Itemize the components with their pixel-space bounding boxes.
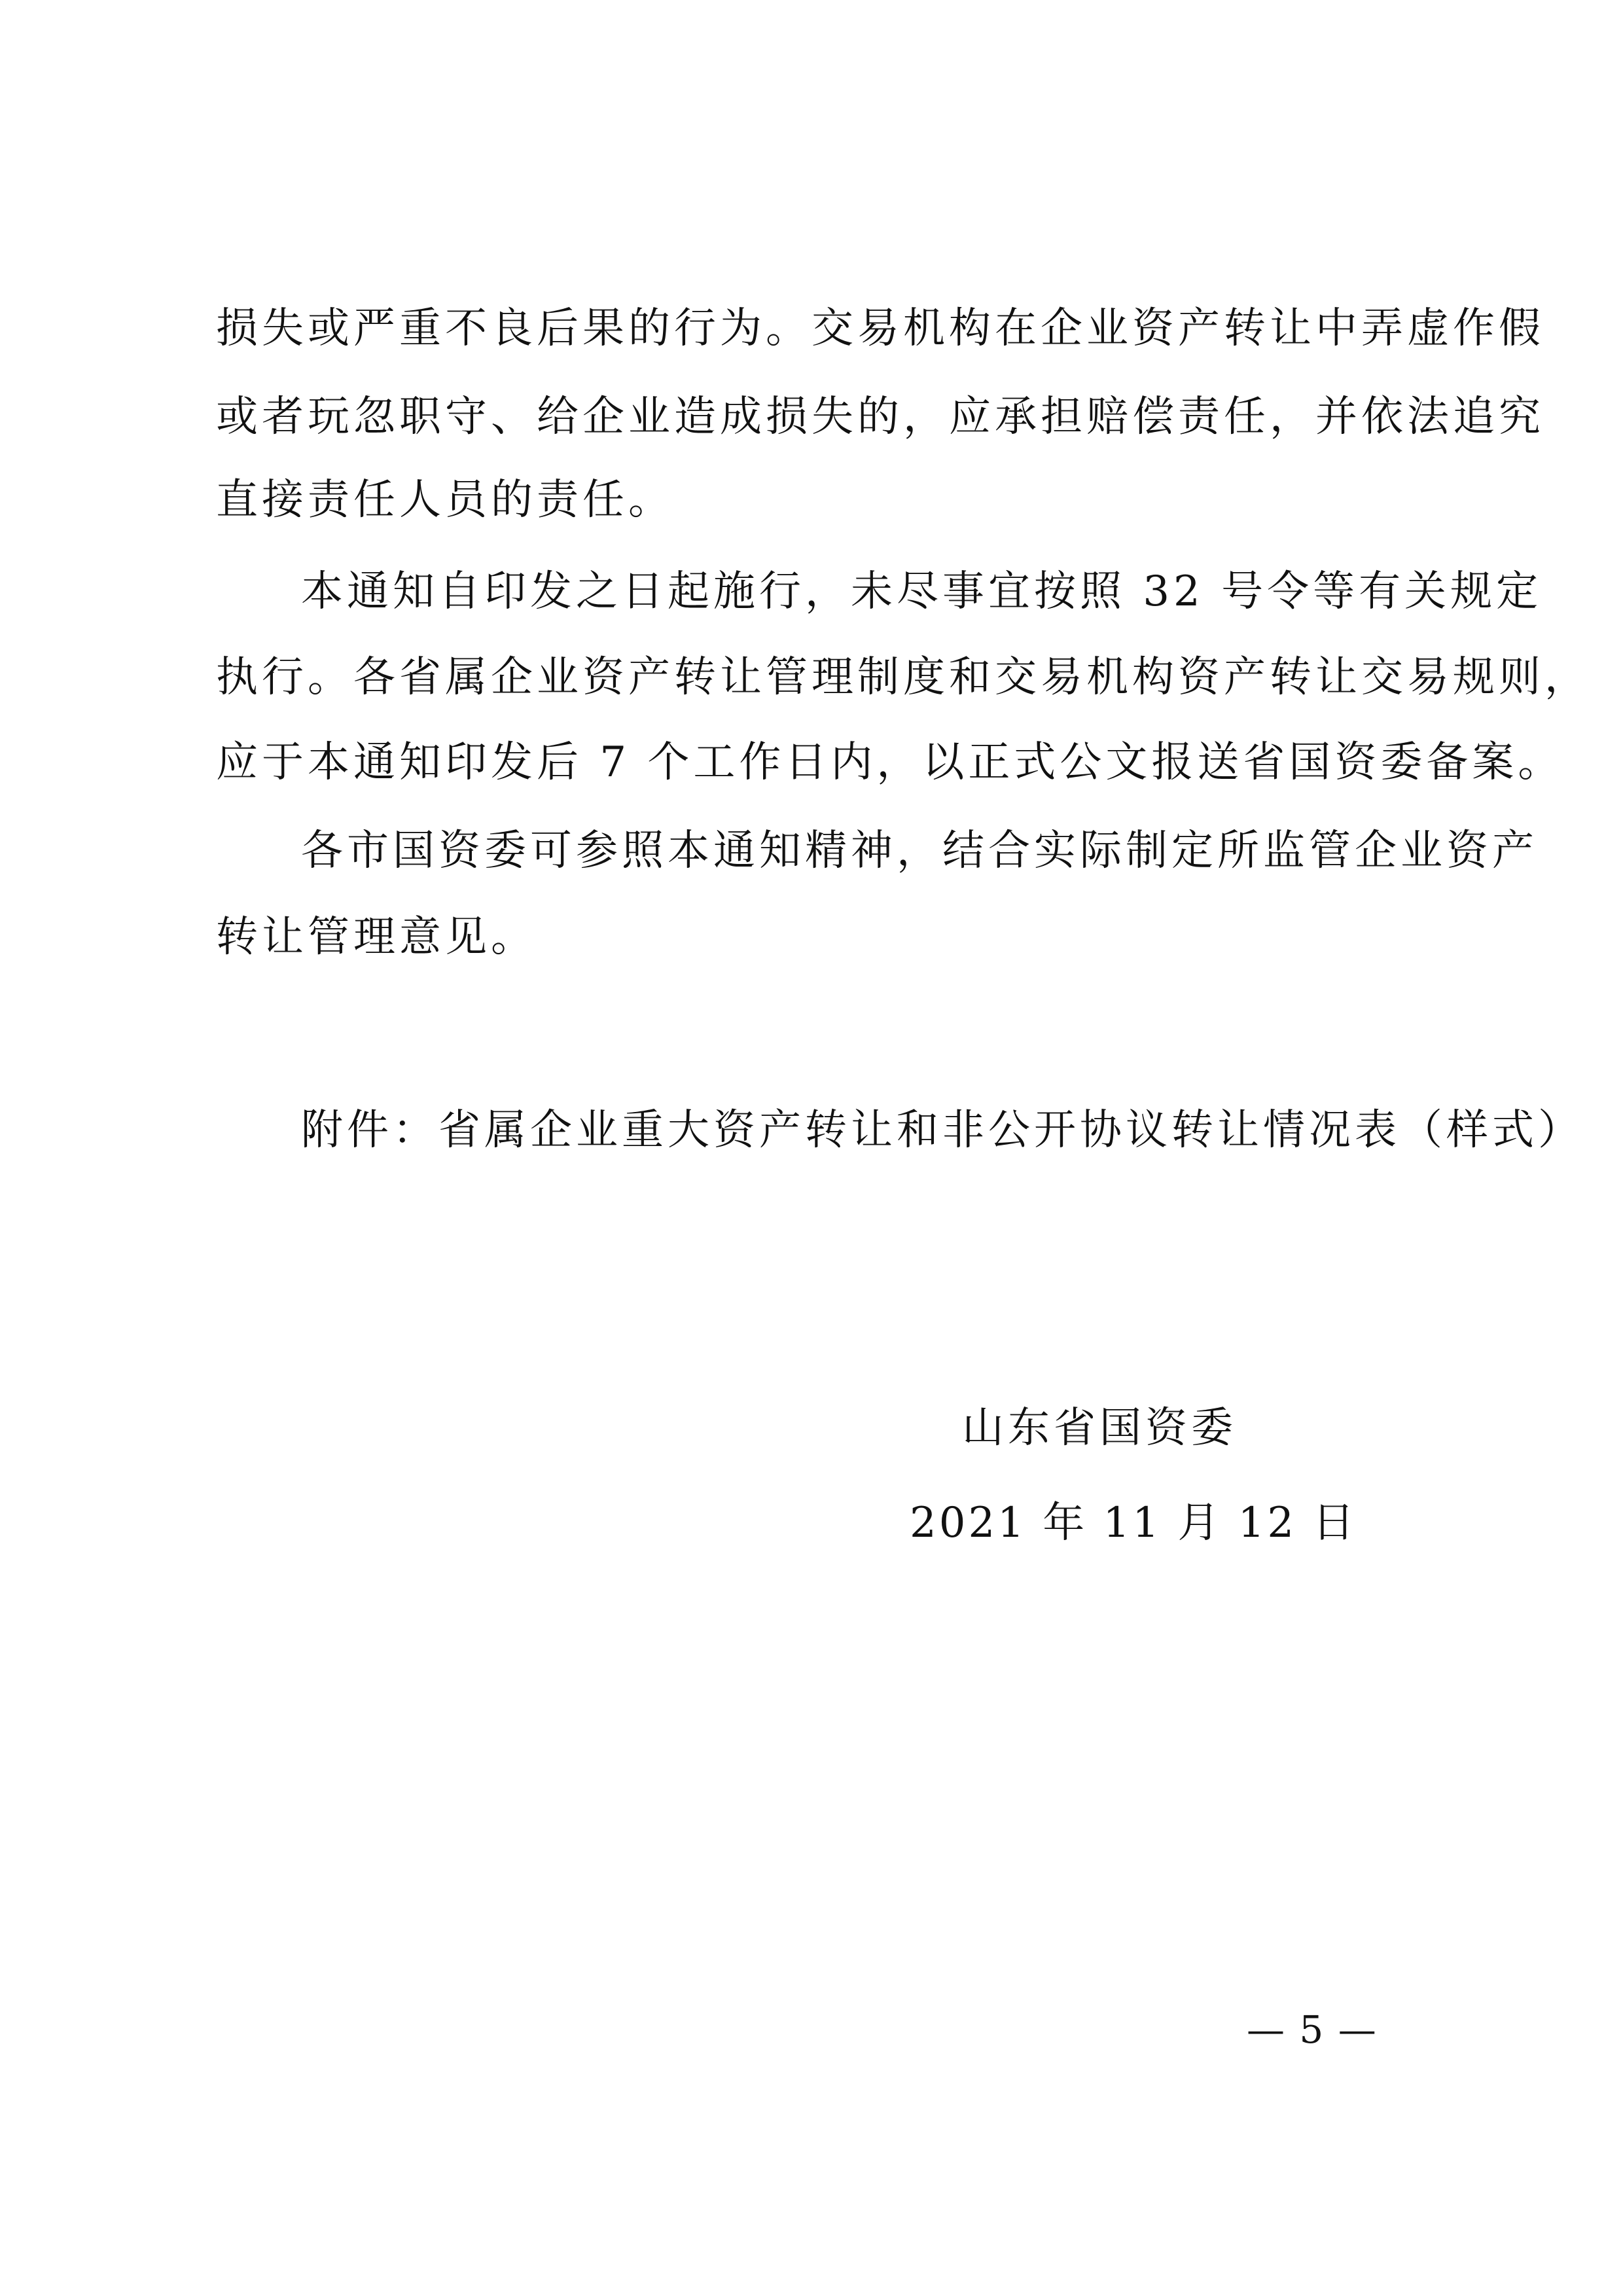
text-line: 损失或严重不良后果的行为。交易机构在企业资产转让中弄虚作假 (216, 304, 1544, 353)
issue-date: 2021 年 11 月 12 日 (910, 1499, 1357, 1547)
text-line: 本通知自印发之日起施行，未尽事宜按照 32 号令等有关规定 (301, 567, 1543, 616)
text-line: 或者玩忽职守、给企业造成损失的，应承担赔偿责任，并依法追究 (216, 393, 1544, 441)
text-line: 应于本通知印发后 7 个工作日内，以正式公文报送省国资委备案。 (216, 738, 1564, 787)
text-line: 转让管理意见。 (216, 913, 537, 961)
attachment-note: 附件：省属企业重大资产转让和非公开协议转让情况表（样式） (301, 1106, 1584, 1155)
text-line: 直接责任人员的责任。 (216, 476, 674, 524)
text-line: 各市国资委可参照本通知精神，结合实际制定所监管企业资产 (301, 827, 1538, 875)
page-number: — 5 — (1247, 2007, 1378, 2052)
issuing-organization: 山东省国资委 (962, 1404, 1237, 1452)
text-line: 执行。各省属企业资产转让管理制度和交易机构资产转让交易规则， (216, 653, 1590, 702)
